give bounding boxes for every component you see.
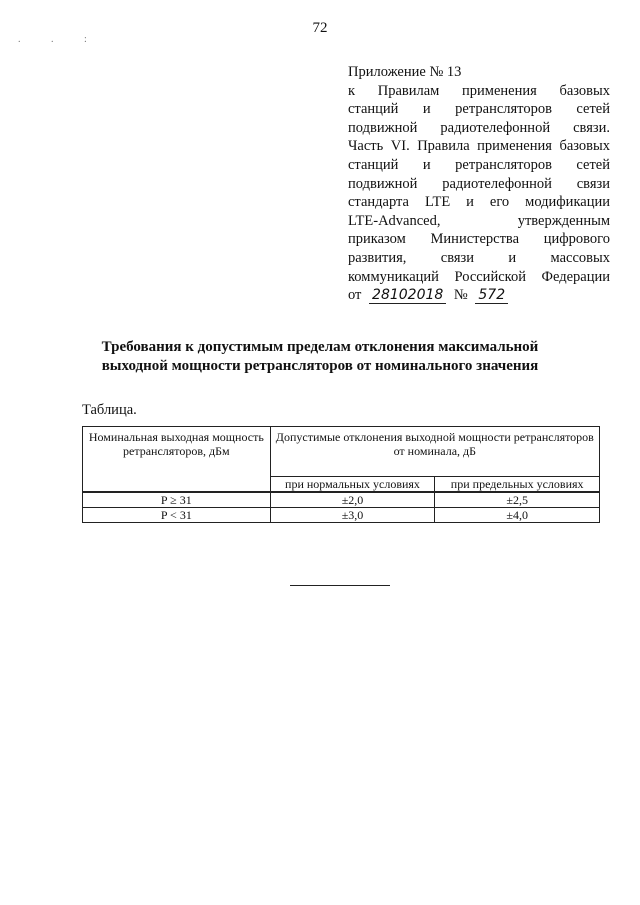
number-label: № (453, 287, 468, 304)
appendix-line: станций и ретрансляторов сетей (348, 101, 610, 118)
order-date-number (348, 286, 610, 305)
cell-normal: ±3,0 (270, 508, 435, 523)
sub-header-extreme: при предельных условиях (435, 477, 600, 493)
appendix-line: приказом Министерства цифрового (348, 231, 610, 248)
appendix-line: подвижной радиотелефонной связи (348, 175, 610, 192)
appendix-line: коммуникаций Российской Федерации (348, 268, 610, 285)
cell-extreme: ±4,0 (435, 508, 600, 523)
heading-line: Требования к допустимым пределам отклонения максимальной (101, 339, 539, 355)
table-caption: Таблица. (82, 402, 137, 418)
cell-power: P < 31 (83, 508, 271, 523)
col-header-deviation: Допустимые отклонения выходной мощности ретрансляторов от номинала, дБ (270, 427, 599, 477)
from-label: от (348, 287, 362, 304)
cell-power: P ≥ 31 (83, 492, 271, 508)
table-row (83, 492, 600, 508)
appendix-line: стандарта LTE и его модификации (348, 194, 610, 211)
appendix-line: подвижной радиотелефонной связи. (348, 119, 610, 136)
heading-line: выходной мощности ретрансляторов от номинального значения (101, 358, 539, 374)
cell-normal: ±2,0 (270, 492, 435, 508)
deviation-table (82, 426, 600, 523)
appendix-line: станций и ретрансляторов сетей (348, 156, 610, 173)
cell-extreme: ±2,5 (435, 492, 600, 508)
appendix-title: Приложение № 13 (348, 64, 462, 80)
appendix-block (348, 63, 610, 305)
closing-rule (290, 585, 390, 586)
appendix-line: развития, связи и массовых (348, 249, 610, 266)
handwritten-date: 28102018 (369, 287, 446, 304)
scan-margin-marks: . . : (18, 34, 101, 45)
handwritten-number: 572 (475, 287, 508, 304)
table-row (83, 508, 600, 523)
sub-header-normal: при нормальных условиях (270, 477, 435, 493)
document-heading (60, 338, 580, 376)
appendix-line: LTE-Advanced, утвержденным (348, 212, 610, 229)
appendix-line: Часть VI. Правила применения базовых (348, 138, 610, 155)
col-header-power: Номинальная выходная мощность ретрансляторов, дБм (83, 427, 271, 493)
appendix-line: к Правилам применения базовых (348, 82, 610, 99)
page-number: 72 (312, 20, 328, 36)
